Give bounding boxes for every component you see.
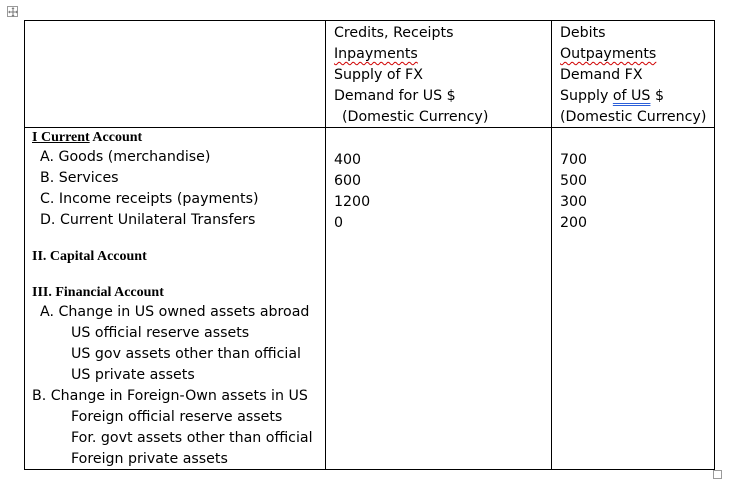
debits-header-line2: Outpayments [560, 46, 657, 62]
debit-value: 300 [560, 194, 588, 210]
credits-header-line3: Supply of FX [334, 67, 423, 83]
current-item-label: C. Income receipts (payments) [40, 191, 259, 207]
current-item-label: B. Services [40, 170, 119, 186]
table-border-right-lower [714, 150, 715, 470]
move-arrows-icon [8, 7, 19, 18]
debits-header-line4-c: $ [650, 88, 664, 104]
financial-b-item: Foreign private assets [71, 451, 228, 467]
financial-b-item: For. govt assets other than official [71, 430, 313, 446]
debits-header-line1: Debits [560, 25, 606, 41]
table-move-handle[interactable] [7, 6, 18, 17]
current-account-title-rest: Account [89, 130, 143, 145]
financial-account-title: III. Financial Account [32, 285, 164, 300]
credits-header-line5: (Domestic Currency) [342, 109, 489, 125]
debits-header-line4 [560, 86, 664, 107]
column-divider-1 [325, 20, 326, 470]
financial-a-item: US official reserve assets [71, 325, 250, 341]
credit-value: 1200 [334, 194, 371, 210]
credits-header-line4: Demand for US $ [334, 88, 456, 104]
current-account-title [32, 128, 142, 148]
current-account-numeral: I [32, 130, 41, 145]
financial-b-label: B. Change in Foreign-Own assets in US [32, 388, 308, 404]
financial-b-item: Foreign official reserve assets [71, 409, 283, 425]
balance-of-payments-table [24, 20, 715, 470]
current-account-title-word: Current [40, 130, 90, 145]
credit-value: 400 [334, 152, 362, 168]
debits-header-line4-b: of US [612, 88, 651, 104]
credit-value: 600 [334, 173, 362, 189]
credits-header-line1: Credits, Receipts [334, 25, 454, 41]
capital-account-title: II. Capital Account [32, 249, 147, 264]
debits-header-line4-a: Supply [560, 88, 613, 104]
table-border-top [24, 20, 715, 21]
debit-value: 500 [560, 173, 588, 189]
current-item-label: D. Current Unilateral Transfers [40, 212, 256, 228]
debit-value: 700 [560, 152, 588, 168]
financial-a-item: US private assets [71, 367, 195, 383]
column-divider-2 [551, 20, 552, 470]
debits-header-line3: Demand FX [560, 67, 643, 83]
credits-header-line2: Inpayments [334, 46, 418, 62]
credit-value: 0 [334, 215, 344, 231]
financial-a-label: A. Change in US owned assets abroad [40, 304, 310, 320]
debits-header-line5: (Domestic Currency) [560, 109, 707, 125]
table-resize-handle[interactable] [713, 470, 722, 479]
current-item-label: A. Goods (merchandise) [40, 149, 211, 165]
financial-a-item: US gov assets other than official [71, 346, 301, 362]
table-border-right [714, 20, 715, 150]
debit-value: 200 [560, 215, 588, 231]
table-border-left [24, 20, 25, 470]
